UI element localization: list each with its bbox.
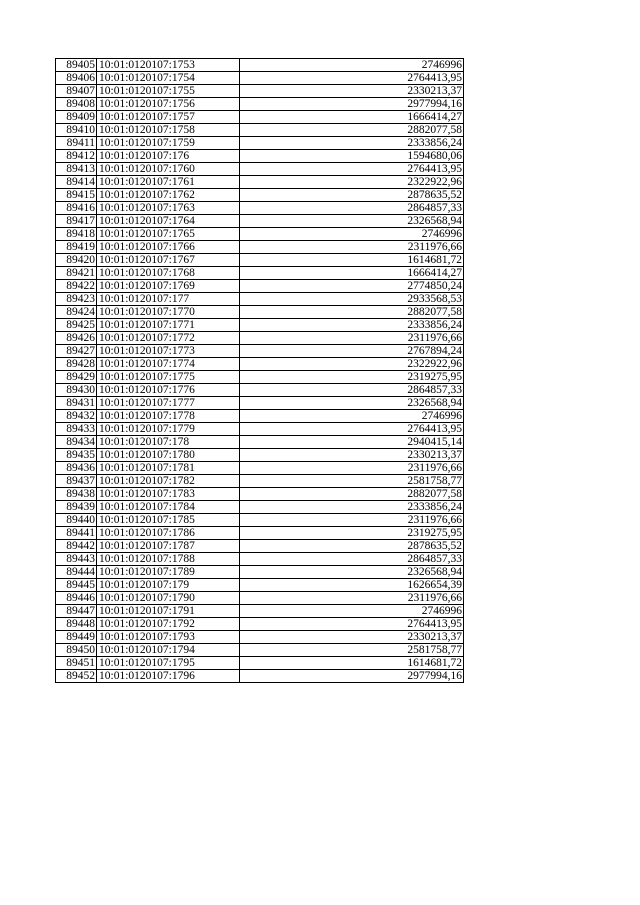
- row-id-cell: 89405: [56, 59, 97, 72]
- amount-cell: 2746996: [240, 410, 464, 423]
- table-row: [56, 280, 464, 293]
- row-id-cell: 89424: [56, 306, 97, 319]
- amount-cell: 2933568,53: [240, 293, 464, 306]
- cadastral-code-cell: 10:01:0120107:1761: [97, 176, 240, 189]
- table-body: [56, 59, 464, 683]
- amount-cell: 2330213,37: [240, 449, 464, 462]
- amount-cell: 2319275,95: [240, 527, 464, 540]
- amount-cell: 2311976,66: [240, 462, 464, 475]
- table-row: [56, 189, 464, 202]
- table-row: [56, 254, 464, 267]
- amount-cell: 2333856,24: [240, 319, 464, 332]
- amount-cell: 2764413,95: [240, 163, 464, 176]
- amount-cell: 2940415,14: [240, 436, 464, 449]
- cadastral-code-cell: 10:01:0120107:1781: [97, 462, 240, 475]
- table-row: [56, 215, 464, 228]
- cadastral-code-cell: 10:01:0120107:1772: [97, 332, 240, 345]
- row-id-cell: 89418: [56, 228, 97, 241]
- table-row: [56, 579, 464, 592]
- table-row: [56, 293, 464, 306]
- amount-cell: 2746996: [240, 228, 464, 241]
- row-id-cell: 89407: [56, 85, 97, 98]
- cadastral-code-cell: 10:01:0120107:1776: [97, 384, 240, 397]
- row-id-cell: 89441: [56, 527, 97, 540]
- table-row: [56, 98, 464, 111]
- table-row: [56, 85, 464, 98]
- cadastral-code-cell: 10:01:0120107:1759: [97, 137, 240, 150]
- row-id-cell: 89452: [56, 670, 97, 683]
- table-row: [56, 306, 464, 319]
- cadastral-code-cell: 10:01:0120107:1769: [97, 280, 240, 293]
- amount-cell: 2864857,33: [240, 553, 464, 566]
- table-row: [56, 514, 464, 527]
- row-id-cell: 89413: [56, 163, 97, 176]
- amount-cell: 2767894,24: [240, 345, 464, 358]
- table-row: [56, 657, 464, 670]
- amount-cell: 1614681,72: [240, 657, 464, 670]
- table-row: [56, 527, 464, 540]
- amount-cell: 1666414,27: [240, 267, 464, 280]
- row-id-cell: 89420: [56, 254, 97, 267]
- amount-cell: 2864857,33: [240, 202, 464, 215]
- amount-cell: 2311976,66: [240, 332, 464, 345]
- amount-cell: 2746996: [240, 605, 464, 618]
- cadastral-code-cell: 10:01:0120107:1771: [97, 319, 240, 332]
- row-id-cell: 89427: [56, 345, 97, 358]
- table-row: [56, 618, 464, 631]
- cadastral-code-cell: 10:01:0120107:1791: [97, 605, 240, 618]
- cadastral-code-cell: 10:01:0120107:1780: [97, 449, 240, 462]
- table-row: [56, 410, 464, 423]
- table-row: [56, 176, 464, 189]
- cadastral-code-cell: 10:01:0120107:1778: [97, 410, 240, 423]
- cadastral-code-cell: 10:01:0120107:1768: [97, 267, 240, 280]
- row-id-cell: 89433: [56, 423, 97, 436]
- row-id-cell: 89437: [56, 475, 97, 488]
- cadastral-code-cell: 10:01:0120107:179: [97, 579, 240, 592]
- table-row: [56, 644, 464, 657]
- row-id-cell: 89425: [56, 319, 97, 332]
- table-row: [56, 371, 464, 384]
- amount-cell: 2764413,95: [240, 618, 464, 631]
- amount-cell: 2878635,52: [240, 540, 464, 553]
- table-row: [56, 163, 464, 176]
- table-row: [56, 540, 464, 553]
- cadastral-code-cell: 10:01:0120107:1792: [97, 618, 240, 631]
- row-id-cell: 89434: [56, 436, 97, 449]
- row-id-cell: 89446: [56, 592, 97, 605]
- table-row: [56, 605, 464, 618]
- table-row: [56, 358, 464, 371]
- cadastral-code-cell: 10:01:0120107:1774: [97, 358, 240, 371]
- row-id-cell: 89409: [56, 111, 97, 124]
- amount-cell: 2330213,37: [240, 631, 464, 644]
- row-id-cell: 89436: [56, 462, 97, 475]
- table-row: [56, 228, 464, 241]
- amount-cell: 2311976,66: [240, 241, 464, 254]
- table-row: [56, 202, 464, 215]
- cadastral-code-cell: 10:01:0120107:1762: [97, 189, 240, 202]
- row-id-cell: 89412: [56, 150, 97, 163]
- row-id-cell: 89442: [56, 540, 97, 553]
- cadastral-code-cell: 10:01:0120107:1760: [97, 163, 240, 176]
- row-id-cell: 89423: [56, 293, 97, 306]
- cadastral-code-cell: 10:01:0120107:1764: [97, 215, 240, 228]
- amount-cell: 2764413,95: [240, 423, 464, 436]
- cadastral-code-cell: 10:01:0120107:1755: [97, 85, 240, 98]
- amount-cell: 2311976,66: [240, 514, 464, 527]
- amount-cell: 2319275,95: [240, 371, 464, 384]
- table-row: [56, 345, 464, 358]
- table-row: [56, 241, 464, 254]
- table-row: [56, 475, 464, 488]
- table-row: [56, 566, 464, 579]
- row-id-cell: 89415: [56, 189, 97, 202]
- row-id-cell: 89435: [56, 449, 97, 462]
- row-id-cell: 89426: [56, 332, 97, 345]
- row-id-cell: 89419: [56, 241, 97, 254]
- cadastral-code-cell: 10:01:0120107:1795: [97, 657, 240, 670]
- cadastral-code-cell: 10:01:0120107:1765: [97, 228, 240, 241]
- row-id-cell: 89444: [56, 566, 97, 579]
- cadastral-code-cell: 10:01:0120107:1773: [97, 345, 240, 358]
- row-id-cell: 89440: [56, 514, 97, 527]
- table-row: [56, 72, 464, 85]
- table-row: [56, 137, 464, 150]
- cadastral-code-cell: 10:01:0120107:1783: [97, 488, 240, 501]
- row-id-cell: 89406: [56, 72, 97, 85]
- table-row: [56, 332, 464, 345]
- row-id-cell: 89439: [56, 501, 97, 514]
- row-id-cell: 89416: [56, 202, 97, 215]
- cadastral-code-cell: 10:01:0120107:1775: [97, 371, 240, 384]
- amount-cell: 2333856,24: [240, 137, 464, 150]
- cadastral-code-cell: 10:01:0120107:1787: [97, 540, 240, 553]
- row-id-cell: 89422: [56, 280, 97, 293]
- cadastral-code-cell: 10:01:0120107:176: [97, 150, 240, 163]
- amount-cell: 2581758,77: [240, 644, 464, 657]
- table-row: [56, 436, 464, 449]
- amount-cell: 2326568,94: [240, 215, 464, 228]
- table-row: [56, 319, 464, 332]
- cadastral-code-cell: 10:01:0120107:1758: [97, 124, 240, 137]
- row-id-cell: 89432: [56, 410, 97, 423]
- table-row: [56, 124, 464, 137]
- row-id-cell: 89429: [56, 371, 97, 384]
- amount-cell: 2882077,58: [240, 124, 464, 137]
- cadastral-code-cell: 10:01:0120107:1777: [97, 397, 240, 410]
- row-id-cell: 89421: [56, 267, 97, 280]
- row-id-cell: 89447: [56, 605, 97, 618]
- amount-cell: 2333856,24: [240, 501, 464, 514]
- table-row: [56, 449, 464, 462]
- row-id-cell: 89408: [56, 98, 97, 111]
- row-id-cell: 89410: [56, 124, 97, 137]
- table-row: [56, 631, 464, 644]
- row-id-cell: 89443: [56, 553, 97, 566]
- amount-cell: 2882077,58: [240, 488, 464, 501]
- table-row: [56, 501, 464, 514]
- row-id-cell: 89431: [56, 397, 97, 410]
- cadastral-code-cell: 10:01:0120107:1785: [97, 514, 240, 527]
- amount-cell: 1626654,39: [240, 579, 464, 592]
- row-id-cell: 89451: [56, 657, 97, 670]
- row-id-cell: 89449: [56, 631, 97, 644]
- amount-cell: 2864857,33: [240, 384, 464, 397]
- table-row: [56, 267, 464, 280]
- amount-cell: 2326568,94: [240, 397, 464, 410]
- table-row: [56, 384, 464, 397]
- amount-cell: 2977994,16: [240, 670, 464, 683]
- amount-cell: 2330213,37: [240, 85, 464, 98]
- cadastral-code-cell: 10:01:0120107:1782: [97, 475, 240, 488]
- table-row: [56, 592, 464, 605]
- amount-cell: 2311976,66: [240, 592, 464, 605]
- cadastral-code-cell: 10:01:0120107:1757: [97, 111, 240, 124]
- data-table: [55, 58, 464, 683]
- table-row: [56, 423, 464, 436]
- table-row: [56, 59, 464, 72]
- table-row: [56, 150, 464, 163]
- cadastral-code-cell: 10:01:0120107:1753: [97, 59, 240, 72]
- cadastral-code-cell: 10:01:0120107:1793: [97, 631, 240, 644]
- cadastral-code-cell: 10:01:0120107:1766: [97, 241, 240, 254]
- amount-cell: 1614681,72: [240, 254, 464, 267]
- row-id-cell: 89417: [56, 215, 97, 228]
- amount-cell: 1594680,06: [240, 150, 464, 163]
- table-row: [56, 397, 464, 410]
- cadastral-code-cell: 10:01:0120107:1789: [97, 566, 240, 579]
- row-id-cell: 89430: [56, 384, 97, 397]
- row-id-cell: 89428: [56, 358, 97, 371]
- cadastral-code-cell: 10:01:0120107:178: [97, 436, 240, 449]
- amount-cell: 2322922,96: [240, 176, 464, 189]
- cadastral-code-cell: 10:01:0120107:1796: [97, 670, 240, 683]
- table-row: [56, 462, 464, 475]
- amount-cell: 2774850,24: [240, 280, 464, 293]
- cadastral-code-cell: 10:01:0120107:1770: [97, 306, 240, 319]
- row-id-cell: 89414: [56, 176, 97, 189]
- amount-cell: 2977994,16: [240, 98, 464, 111]
- amount-cell: 2878635,52: [240, 189, 464, 202]
- row-id-cell: 89448: [56, 618, 97, 631]
- cadastral-code-cell: 10:01:0120107:1754: [97, 72, 240, 85]
- amount-cell: 2322922,96: [240, 358, 464, 371]
- cadastral-code-cell: 10:01:0120107:1786: [97, 527, 240, 540]
- cadastral-code-cell: 10:01:0120107:1788: [97, 553, 240, 566]
- cadastral-code-cell: 10:01:0120107:1763: [97, 202, 240, 215]
- row-id-cell: 89445: [56, 579, 97, 592]
- table-row: [56, 111, 464, 124]
- cadastral-code-cell: 10:01:0120107:177: [97, 293, 240, 306]
- cadastral-code-cell: 10:01:0120107:1790: [97, 592, 240, 605]
- row-id-cell: 89450: [56, 644, 97, 657]
- cadastral-code-cell: 10:01:0120107:1756: [97, 98, 240, 111]
- cadastral-code-cell: 10:01:0120107:1767: [97, 254, 240, 267]
- amount-cell: 2882077,58: [240, 306, 464, 319]
- amount-cell: 2581758,77: [240, 475, 464, 488]
- cadastral-code-cell: 10:01:0120107:1794: [97, 644, 240, 657]
- cadastral-code-cell: 10:01:0120107:1784: [97, 501, 240, 514]
- amount-cell: 2764413,95: [240, 72, 464, 85]
- row-id-cell: 89411: [56, 137, 97, 150]
- table-row: [56, 488, 464, 501]
- table-row: [56, 553, 464, 566]
- row-id-cell: 89438: [56, 488, 97, 501]
- amount-cell: 2746996: [240, 59, 464, 72]
- amount-cell: 2326568,94: [240, 566, 464, 579]
- cadastral-code-cell: 10:01:0120107:1779: [97, 423, 240, 436]
- amount-cell: 1666414,27: [240, 111, 464, 124]
- table-row: [56, 670, 464, 683]
